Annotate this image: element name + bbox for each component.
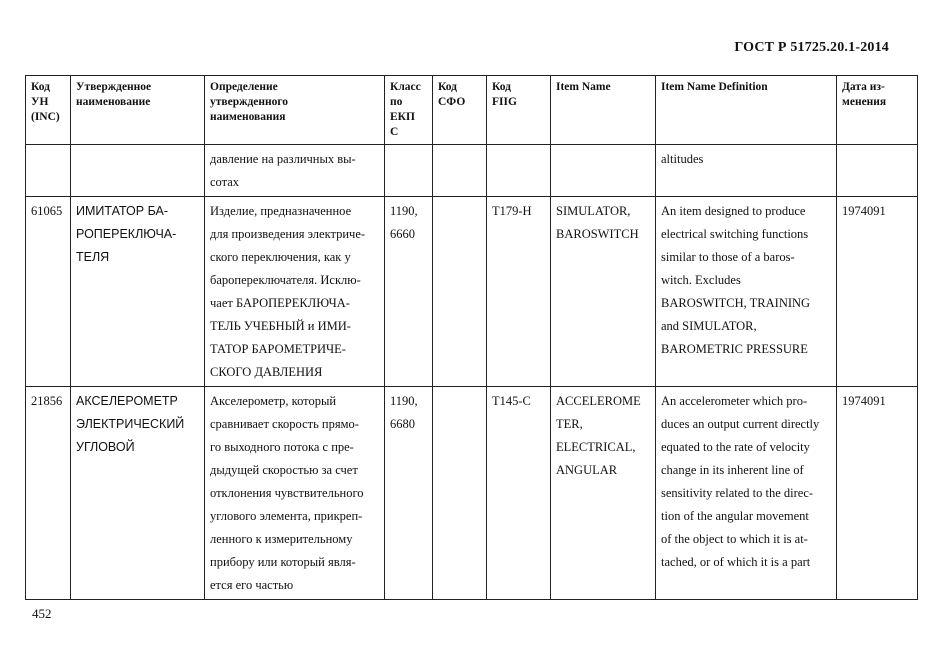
text-line: equated to the rate of velocity [661,440,810,454]
text-line: ТЕЛЬ УЧЕБНЫЙ и ИМИ- [210,319,351,333]
table-row [26,197,918,387]
cont-change-date [837,145,918,197]
header-line: Код [31,81,51,93]
header-line: по [390,96,403,108]
text-line: SIMULATOR, [556,204,631,218]
text-line: АКСЕЛЕРОМЕТР [76,394,178,408]
text-line: BAROMETRIC PRESSURE [661,342,808,356]
header-line: Item Name Definition [661,81,768,93]
header-line: Дата из- [842,81,885,93]
text-line: РОПЕРЕКЛЮЧА- [76,227,177,241]
text-line: tion of the angular movement [661,509,809,523]
definition-ru [205,197,385,387]
text-line: отклонения чувствительного [210,486,364,500]
header-class [385,76,433,145]
text-line: electrical switching functions [661,227,809,241]
fiig-code: T145-C [487,387,551,600]
header-line: наименования [210,111,286,123]
cont-fiig [487,145,551,197]
cont-definition-ru [205,145,385,197]
standard-number: ГОСТ Р 51725.20.1-2014 [734,40,889,55]
text-line: change in its inherent line of [661,463,804,477]
header-line: наименование [76,96,151,108]
continuation-row [26,145,918,197]
text-line: ИМИТАТОР БА- [76,204,168,218]
text-line: давление на различных вы- [210,152,356,166]
text-line: Изделие, предназначенное [210,204,352,218]
text-line: прибору или который явля- [210,555,356,569]
item-definition [656,197,837,387]
fiig-code: T179-H [487,197,551,387]
text-line: 1190, [390,394,418,408]
page-number: 452 [32,606,52,621]
text-line: duces an output current directly [661,417,820,431]
item-name [551,197,656,387]
text-line: ACCELEROME [556,394,641,408]
cont-item-name [551,145,656,197]
change-date: 1974091 [837,197,918,387]
header-definition [205,76,385,145]
header-line: (INC) [31,111,60,123]
class-ekps [385,197,433,387]
catalog-table [25,75,918,600]
text-line: углового элемента, прикреп- [210,509,363,523]
header-line: менения [842,96,887,108]
cont-approved-name [71,145,205,197]
text-line: ется его частью [210,578,294,592]
cont-class [385,145,433,197]
class-ekps [385,387,433,600]
approved-name [71,197,205,387]
text-line: чает БАРОПЕРЕКЛЮЧА- [210,296,350,310]
header-line: С [390,126,399,138]
header-line: СФО [438,96,466,108]
item-name [551,387,656,600]
text-line: tached, or of which it is a part [661,555,811,569]
header-sfo [433,76,487,145]
header-line: УН [31,96,49,108]
text-line: An accelerometer which pro- [661,394,808,408]
header-line: Item Name [556,81,611,93]
header-line: Утвержденное [76,81,152,93]
header-line: Код [492,81,512,93]
cont-item-definition [656,145,837,197]
text-line: сравнивает скорость прямо- [210,417,359,431]
header-line: Класс [390,81,421,93]
text-line: ТЕЛЯ [76,250,110,264]
text-line: ELECTRICAL, [556,440,636,454]
header-row [26,76,918,145]
header-item-name [551,76,656,145]
text-line: го выходного потока с пре- [210,440,354,454]
header-line: Код [438,81,458,93]
text-line: sensitivity related to the direc- [661,486,814,500]
text-line: TER, [556,417,583,431]
header-item-definition [656,76,837,145]
text-line: of the object to which it is at- [661,532,808,546]
sfo-code [433,387,487,600]
inc-code: 61065 [26,197,71,387]
text-line: similar to those of a baros- [661,250,795,264]
text-line: СКОГО ДАВЛЕНИЯ [210,365,323,379]
header-change-date [837,76,918,145]
text-line: 6660 [390,227,415,241]
header-line: ЕКП [390,111,415,123]
text-line: дыдущей скоростью за счет [210,463,358,477]
text-line: ЭЛЕКТРИЧЕСКИЙ [76,417,185,431]
text-line: для произведения электриче- [210,227,366,241]
header-line: Определение [210,81,278,93]
text-line: ТАТОР БАРОМЕТРИЧЕ- [210,342,346,356]
text-line: and SIMULATOR, [661,319,757,333]
text-line: ленного к измерительному [210,532,353,546]
header-fiig [487,76,551,145]
text-line: баропереключателя. Исклю- [210,273,361,287]
text-line: УГЛОВОЙ [76,440,135,454]
approved-name [71,387,205,600]
text-line: witch. Excludes [661,273,741,287]
text-line: сотах [210,175,240,189]
sfo-code [433,197,487,387]
definition-ru [205,387,385,600]
text-line: BAROSWITCH [556,227,639,241]
change-date: 1974091 [837,387,918,600]
text-line: Акселерометр, который [210,394,337,408]
cont-inc [26,145,71,197]
item-definition [656,387,837,600]
header-line: утвержденного [210,96,289,108]
text-line: An item designed to produce [661,204,806,218]
header-inc [26,76,71,145]
cont-sfo [433,145,487,197]
text-line: 6680 [390,417,415,431]
header-approved-name [71,76,205,145]
text-line: altitudes [661,152,704,166]
text-line: ского переключения, как у [210,250,351,264]
header-line: FIIG [492,96,517,108]
inc-code: 21856 [26,387,71,600]
text-line: ANGULAR [556,463,618,477]
table-row [26,387,918,600]
text-line: 1190, [390,204,418,218]
text-line: BAROSWITCH, TRAINING [661,296,811,310]
